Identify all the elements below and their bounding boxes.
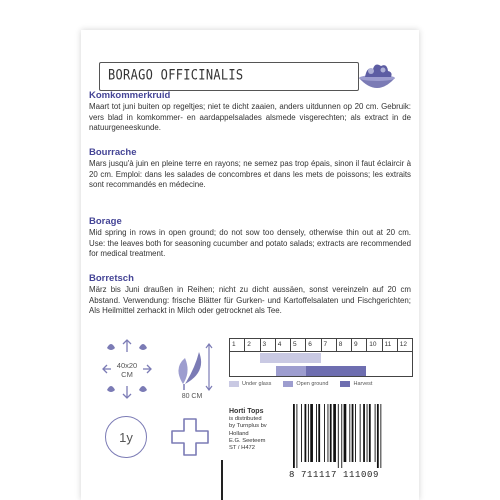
calendar-month: 11	[382, 339, 397, 351]
sowing-calendar	[229, 338, 413, 387]
section-german	[89, 273, 411, 317]
section-text: Mars jusqu'à juin en pleine terre en rayons; ne semez pas trop épais, sinon il faut éclaircir à 20 cm. Emploi: dans les salades de concombres et dans les mets de poissons; les extraits sont recommandés en médecine.	[89, 159, 411, 190]
barcode-bar	[367, 404, 368, 462]
barcode-bar	[316, 404, 317, 462]
barcode-bar	[305, 404, 307, 462]
barcode-bar	[301, 404, 302, 462]
barcode-bar	[369, 404, 371, 462]
calendar-month: 1	[232, 341, 236, 348]
barcode-bar	[377, 404, 379, 468]
section-heading: Komkommerkruid	[89, 90, 171, 101]
barcode-bar	[363, 404, 365, 462]
calendar-row	[230, 365, 412, 378]
calendar-months	[230, 339, 412, 352]
title-box	[99, 62, 359, 91]
barcode-number: 8 711117 111009	[289, 470, 380, 480]
calendar-month: 7	[321, 339, 336, 351]
brand-name: Horti Tops	[229, 408, 264, 415]
legend-swatch	[340, 381, 350, 387]
barcode-bar	[293, 404, 295, 468]
section-text: Maart tot juni buiten op regeltjes; niet te dicht zaaien, anders uitdunnen op 20 cm. Gebruik: vers blad in komkommer- en aardappelsalades alsmede visgerechten; als extract in de natuurgeneeskunde.	[89, 102, 411, 133]
section-text: März bis Juni draußen in Reihen; nicht zu dicht aussäen, sonst vereinzeln auf 20 cm Abstand. Verwendung: frische Blätter für Gurken- und Kartoffelsalaten und Fischgerichten; Als Heilmittel zerhackt in Milch oder getrocknet als Tee.	[89, 285, 411, 316]
legend-item	[340, 381, 372, 387]
calendar-grid	[229, 338, 413, 377]
section-french	[89, 147, 411, 191]
barcode-bar	[333, 404, 336, 462]
legend-item	[283, 381, 328, 387]
barcode-bar	[328, 404, 329, 462]
calendar-bar	[306, 366, 367, 376]
calendar-month: 3	[260, 339, 275, 351]
barcode-bar	[375, 404, 376, 462]
calendar-legend	[229, 381, 413, 387]
barcode-bar	[310, 404, 313, 462]
section-dutch	[89, 90, 411, 134]
barcode-bar	[380, 404, 381, 468]
barcode-bar	[360, 404, 361, 462]
barcode-bar	[355, 404, 356, 462]
spacing-unit: CM	[121, 370, 133, 379]
calendar-month: 5	[290, 339, 305, 351]
legend-label: Open ground	[296, 381, 329, 387]
supplier-line: E.G. Seeteem	[229, 437, 266, 444]
supplier-line: is distributed	[229, 416, 262, 423]
section-heading: Borretsch	[89, 273, 134, 284]
calendar-month: 12	[397, 339, 412, 351]
barcode-bar	[338, 404, 339, 468]
barcode-bar	[324, 404, 325, 462]
calendar-month: 8	[336, 339, 351, 351]
seed-packet-back	[81, 30, 419, 500]
calendar-month: 6	[305, 339, 320, 351]
calendar-row	[230, 352, 412, 365]
section-heading: Bourrache	[89, 147, 137, 158]
legend-label: Under glass	[242, 381, 272, 387]
barcode-bar	[308, 404, 309, 462]
barcode-bar	[330, 404, 332, 462]
cut-line	[221, 460, 223, 500]
legend-item	[229, 381, 271, 387]
medicinal-cross-icon	[169, 416, 211, 458]
barcode-bar	[349, 404, 350, 462]
spacing-label: 40x20	[116, 361, 138, 370]
lifecycle-label: 1y	[119, 429, 133, 445]
supplier-line: Holland	[229, 430, 249, 437]
supplier-line: by Turnplus bv	[229, 423, 267, 430]
supplier-line: ST / H472	[229, 445, 255, 452]
legend-swatch	[229, 381, 239, 387]
section-heading: Borage	[89, 216, 122, 227]
barcode-bar	[352, 404, 354, 462]
barcode-bar	[344, 404, 347, 462]
barcode-bar	[318, 404, 320, 462]
lifecycle-badge	[105, 416, 147, 458]
barcode-bar	[341, 404, 342, 468]
legend-label: Harvest	[353, 381, 373, 387]
height-label: 80 CM	[181, 393, 203, 400]
section-english	[89, 216, 411, 260]
calendar-bar	[260, 353, 321, 363]
barcode	[289, 404, 413, 484]
plant-spacing-icon	[101, 338, 153, 400]
salad-bowl-icon	[355, 58, 399, 94]
barcode-bars	[289, 404, 413, 468]
plant-height-icon	[169, 338, 215, 400]
calendar-month: 10	[366, 339, 381, 351]
title: BORAGO OFFICINALIS	[108, 66, 244, 84]
legend-swatch	[283, 381, 293, 387]
section-text: Mid spring in rows in open ground; do not sow too densely, otherwise thin out at 20 cm. Use: the leaves both for seasoning cucumber and potato salads; extracts are recommended for medical treatment.	[89, 228, 411, 259]
calendar-month: 9	[351, 339, 366, 351]
supplier-info	[229, 408, 283, 452]
calendar-month: 2	[244, 339, 259, 351]
calendar-month: 4	[275, 339, 290, 351]
barcode-bar	[296, 404, 297, 468]
